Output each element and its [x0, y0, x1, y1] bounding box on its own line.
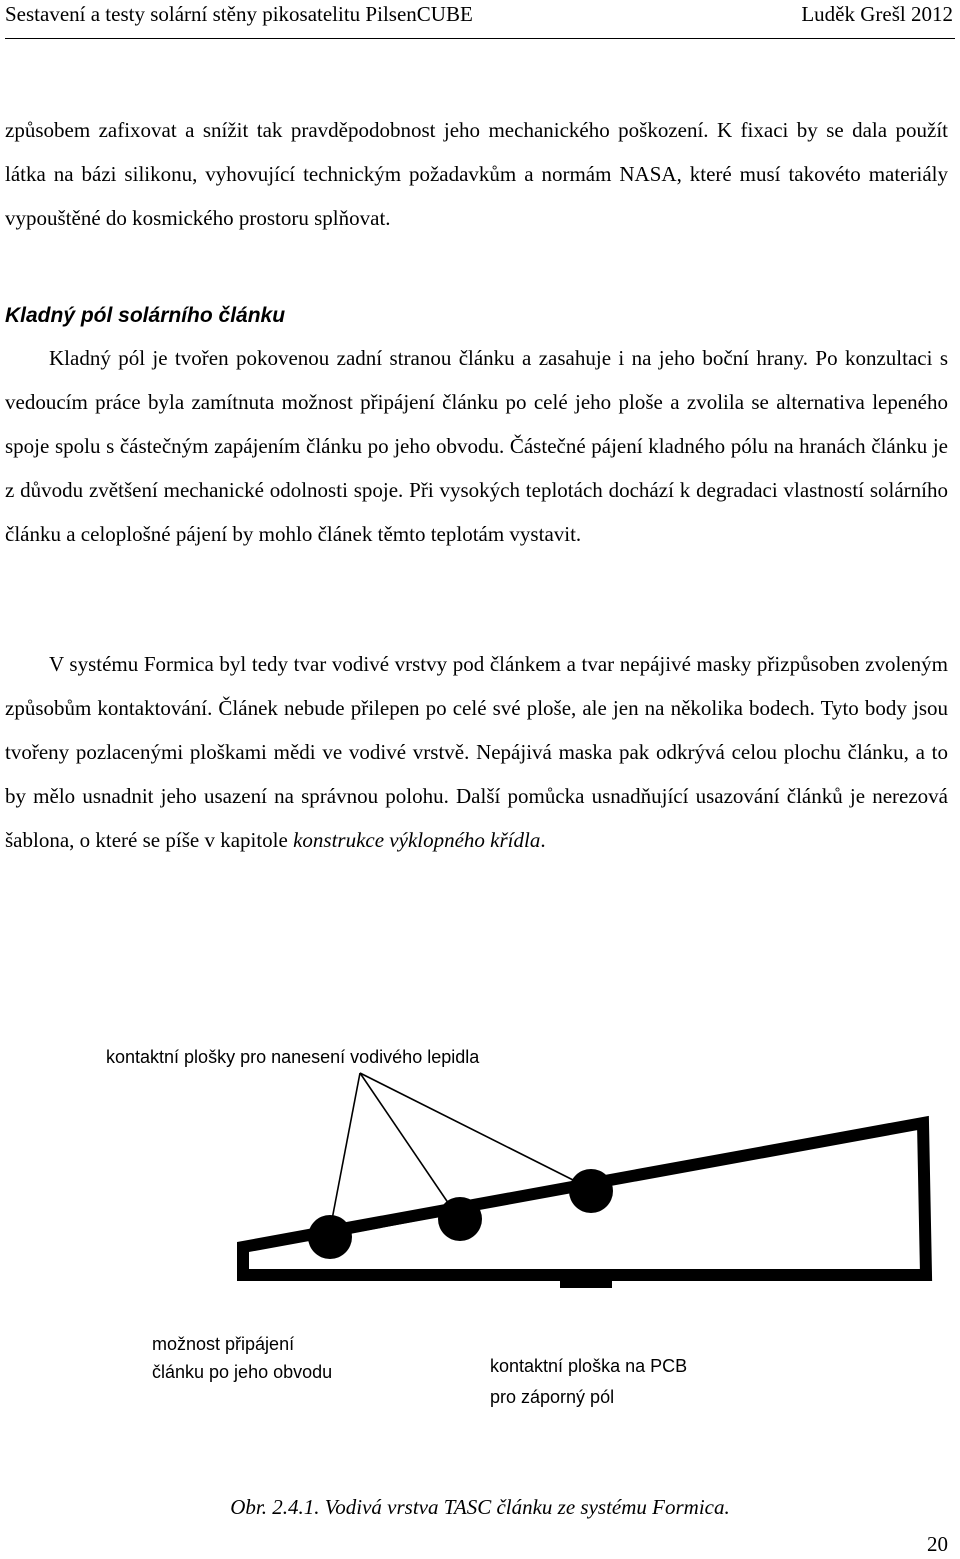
paragraph-formica-text: V systému Formica byl tedy tvar vodivé vrstvy pod článkem a tvar nepájivé masky přizpůsoben zvoleným způsobům kontaktování. Článek nebude přilepen po celé své ploše, ale jen na několika bodech. Tyto body jsou tvořeny pozlacenými ploškami mědi ve vodivé vrstvě. Nepájivá maska pak odkrývá celou plochu článku, a to by mělo usnadnit jeho usazení na správnou polohu. Další pomůcka usnadňující usazování článků je nerezová šablona, o které se píše v kapitole [5, 652, 948, 852]
label-perimeter-soldering-2: článku po jeho obvodu [152, 1362, 333, 1382]
leader-line-3 [360, 1073, 583, 1185]
chapter-reference: konstrukce výklopného křídla [293, 828, 541, 852]
label-pcb-pad-1: kontaktní ploška na PCB [490, 1356, 688, 1376]
figure-conductive-layer [0, 1025, 960, 1425]
header-author-year: Luděk Grešl 2012 [801, 2, 953, 26]
label-perimeter-soldering-1: možnost připájení [152, 1334, 295, 1354]
pcb-negative-pad [560, 1277, 612, 1288]
header-title: Sestavení a testy solární stěny pikosatelitu PilsenCUBE [5, 2, 473, 26]
figure-diagram [0, 1025, 960, 1425]
contact-pad-3 [569, 1169, 613, 1213]
page-number: 20 [927, 1532, 948, 1556]
label-contact-pads: kontaktní plošky pro nanesení vodivého lepidla [106, 1047, 480, 1067]
running-header [5, 0, 955, 39]
label-pcb-pad-2: pro záporný pól [490, 1387, 615, 1407]
paragraph-fixation: způsobem zafixovat a snížit tak pravděpodobnost jeho mechanického poškození. K fixaci by se dala použít látka na bázi silikonu, vyhovující technickým požadavkům a normám NASA, které musí takovéto materiály vypouštěné do kosmického prostoru splňovat. [5, 118, 948, 230]
section-heading: Kladný pól solárního článku [5, 304, 286, 327]
contact-pad-2 [438, 1197, 482, 1241]
paragraph-positive-pole: Kladný pól je tvořen pokovenou zadní stranou článku a zasahuje i na jeho boční hrany. Po konzultaci s vedoucím práce byla zamítnuta možnost připájení článku po celé jeho ploše a zvolila se alternativa lepeného spoje spolu s částečným zapájením článku po jeho obvodu. Částečné pájení kladného pólu na hranách článku je z důvodu zvětšení mechanické odolnosti spoje. Při vysokých teplotách dochází k degradaci vlastností solárního článku a celoplošné pájení by mohlo článek těmto teplotám vystavit. [5, 346, 948, 546]
leader-line-2 [360, 1073, 455, 1213]
figure-caption: Obr. 2.4.1. Vodivá vrstva TASC článku ze systému Formica. [230, 1495, 730, 1519]
contact-pad-1 [308, 1215, 352, 1259]
connecting-line [330, 1123, 923, 1237]
paragraph-formica [5, 642, 948, 862]
leader-line-1 [330, 1073, 360, 1230]
paragraph-formica-end: . [540, 828, 546, 852]
